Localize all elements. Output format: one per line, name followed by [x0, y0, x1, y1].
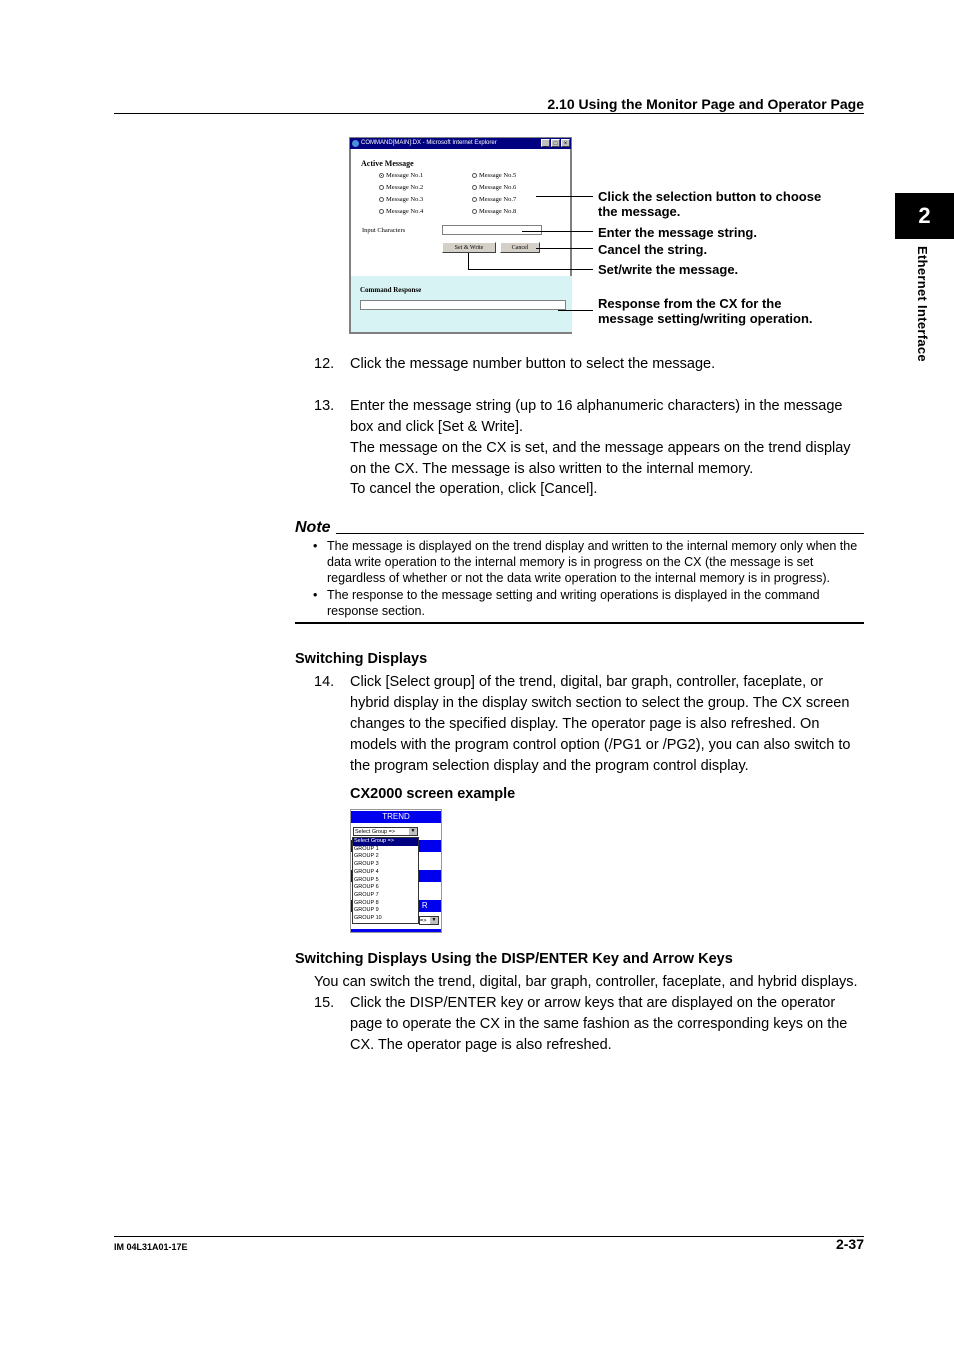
step-13-number: 13. [314, 398, 335, 414]
input-characters-label: Input Characters [362, 227, 406, 234]
bullet: • [313, 539, 318, 553]
callout-selection: Click the selection button to choose the message. [598, 189, 822, 219]
cx2000-screen-example [350, 809, 442, 933]
list-item[interactable]: GROUP 6 [354, 884, 379, 891]
message-input[interactable] [442, 225, 542, 235]
radio-icon [379, 185, 384, 190]
callout-set-write: Set/write the message. [598, 262, 739, 277]
trend-bar: TREND [351, 811, 441, 823]
list-item[interactable]: GROUP 9 [354, 907, 379, 914]
command-response-field [360, 300, 566, 310]
radio-message-8[interactable]: Message No.8 [472, 208, 516, 215]
ie-logo-icon [352, 140, 359, 147]
list-item[interactable]: GROUP 10 [354, 915, 382, 922]
note-top-rule [336, 533, 864, 534]
chapter-side-title: Ethernet Interface [915, 246, 930, 362]
callout-line-enter [522, 231, 593, 232]
display-bar-5 [351, 929, 441, 933]
callout-enter: Enter the message string. [598, 225, 757, 240]
callout-line-response [558, 310, 593, 311]
cancel-button[interactable]: Cancel [500, 242, 540, 253]
disp-enter-heading: Switching Displays Using the DISP/ENTER Key and Arrow Keys [295, 951, 733, 967]
radio-message-4[interactable]: Message No.4 [379, 208, 423, 215]
footer-rule [114, 1236, 864, 1237]
callout-response: Response from the CX for the message setting/writing operation. [598, 296, 813, 326]
radio-message-3[interactable]: Message No.3 [379, 196, 423, 203]
callout-line-selection [536, 196, 593, 197]
radio-message-1[interactable]: Message No.1 [379, 172, 423, 179]
select-group-dropdown[interactable]: Select Group => ▼ [353, 827, 418, 836]
callout-line-cancel [536, 248, 593, 249]
maximize-icon[interactable]: □ [551, 139, 560, 147]
chapter-number-tab: 2 [895, 193, 954, 239]
document-id: IM 04L31A01-17E [114, 1242, 188, 1252]
display-bar-4: R [351, 900, 441, 912]
radio-selected-icon [379, 173, 384, 178]
step-13-text: Enter the message string (up to 16 alphanumeric characters) in the message box and click [Set & Write]. [350, 398, 843, 435]
close-icon[interactable]: × [561, 139, 570, 147]
list-item[interactable]: Select Group => [353, 838, 418, 846]
note-bottom-rule [295, 622, 864, 624]
radio-icon [472, 209, 477, 214]
radio-message-2[interactable]: Message No.2 [379, 184, 423, 191]
radio-message-5[interactable]: Message No.5 [472, 172, 516, 179]
ie-command-window [349, 137, 572, 334]
step-12-number: 12. [314, 356, 335, 372]
callout-line-setwrite-vertical [468, 253, 469, 269]
step-15-number: 15. [314, 995, 335, 1011]
step-15-text: Click the DISP/ENTER key or arrow keys that are displayed on the operator page to operate the CX in the same fashion as the corresponding keys on the CX. The operator page is also refreshed. [350, 995, 848, 1053]
radio-icon [472, 173, 477, 178]
list-item[interactable]: GROUP 1 [354, 845, 379, 852]
radio-message-6[interactable]: Message No.6 [472, 184, 516, 191]
command-response-title: Command Response [360, 286, 422, 294]
minimize-icon[interactable]: _ [541, 139, 550, 147]
callout-cancel: Cancel the string. [598, 242, 708, 257]
window-titlebar [350, 138, 571, 149]
list-item[interactable]: GROUP 4 [354, 868, 379, 875]
list-item[interactable]: GROUP 2 [354, 853, 379, 860]
note-item-1: • The message is displayed on the trend display and written to the internal memory only when the data write operation to the internal memory is in progress on the CX (the message is set regardless of whether or not the data write operation to the internal memory is in progress). [313, 539, 858, 585]
active-message-title: Active Message [361, 159, 414, 168]
step-14-text: Click [Select group] of the trend, digital, bar graph, controller, faceplate, or hybrid display in the display switch section to select the group. The CX screen changes to the specified display. The operator page is also refreshed. On models with the program control option (/PG1 or /PG2), you can also switch to the program selection display and the program control display. [350, 674, 851, 774]
radio-message-7[interactable]: Message No.7 [472, 196, 516, 203]
window-body [350, 149, 571, 333]
list-item[interactable]: GROUP 3 [354, 861, 379, 868]
window-title: COMMAND[MAIN]:DX - Microsoft Internet Explorer [361, 140, 497, 146]
group-list [352, 837, 419, 924]
radio-icon [379, 209, 384, 214]
list-item[interactable]: GROUP 7 [354, 891, 379, 898]
list-item[interactable]: GROUP 5 [354, 876, 379, 883]
disp-enter-intro: You can switch the trend, digital, bar graph, controller, faceplate, and hybrid displays. [314, 974, 858, 990]
step-13-cancel: To cancel the operation, click [Cancel]. [350, 481, 598, 497]
second-select-dropdown[interactable]: => ▼ [419, 916, 439, 925]
step-14-number: 14. [314, 674, 335, 690]
radio-icon [379, 197, 384, 202]
note-heading: Note [295, 519, 331, 536]
callout-line-setwrite [468, 269, 593, 270]
note-item-2: • The response to the message setting and writing operations is displayed in the command response section. [313, 588, 820, 618]
chevron-down-icon[interactable]: ▼ [431, 917, 437, 923]
radio-icon [472, 197, 477, 202]
chevron-down-icon[interactable]: ▼ [410, 828, 416, 834]
step-13-result: The message on the CX is set, and the message appears on the trend display on the CX. The message is also written to the internal memory. [350, 440, 851, 477]
set-write-button[interactable]: Set & Write [442, 242, 496, 253]
page-number: 2-37 [835, 1236, 864, 1252]
list-item[interactable]: GROUP 8 [354, 899, 379, 906]
header-rule [114, 113, 864, 114]
section-header: 2.10 Using the Monitor Page and Operator Page [547, 96, 864, 112]
step-12-text: Click the message number button to select the message. [350, 356, 716, 372]
cx2000-example-title: CX2000 screen example [350, 786, 516, 802]
radio-icon [472, 185, 477, 190]
bullet: • [313, 588, 318, 602]
switching-displays-heading: Switching Displays [295, 651, 428, 667]
